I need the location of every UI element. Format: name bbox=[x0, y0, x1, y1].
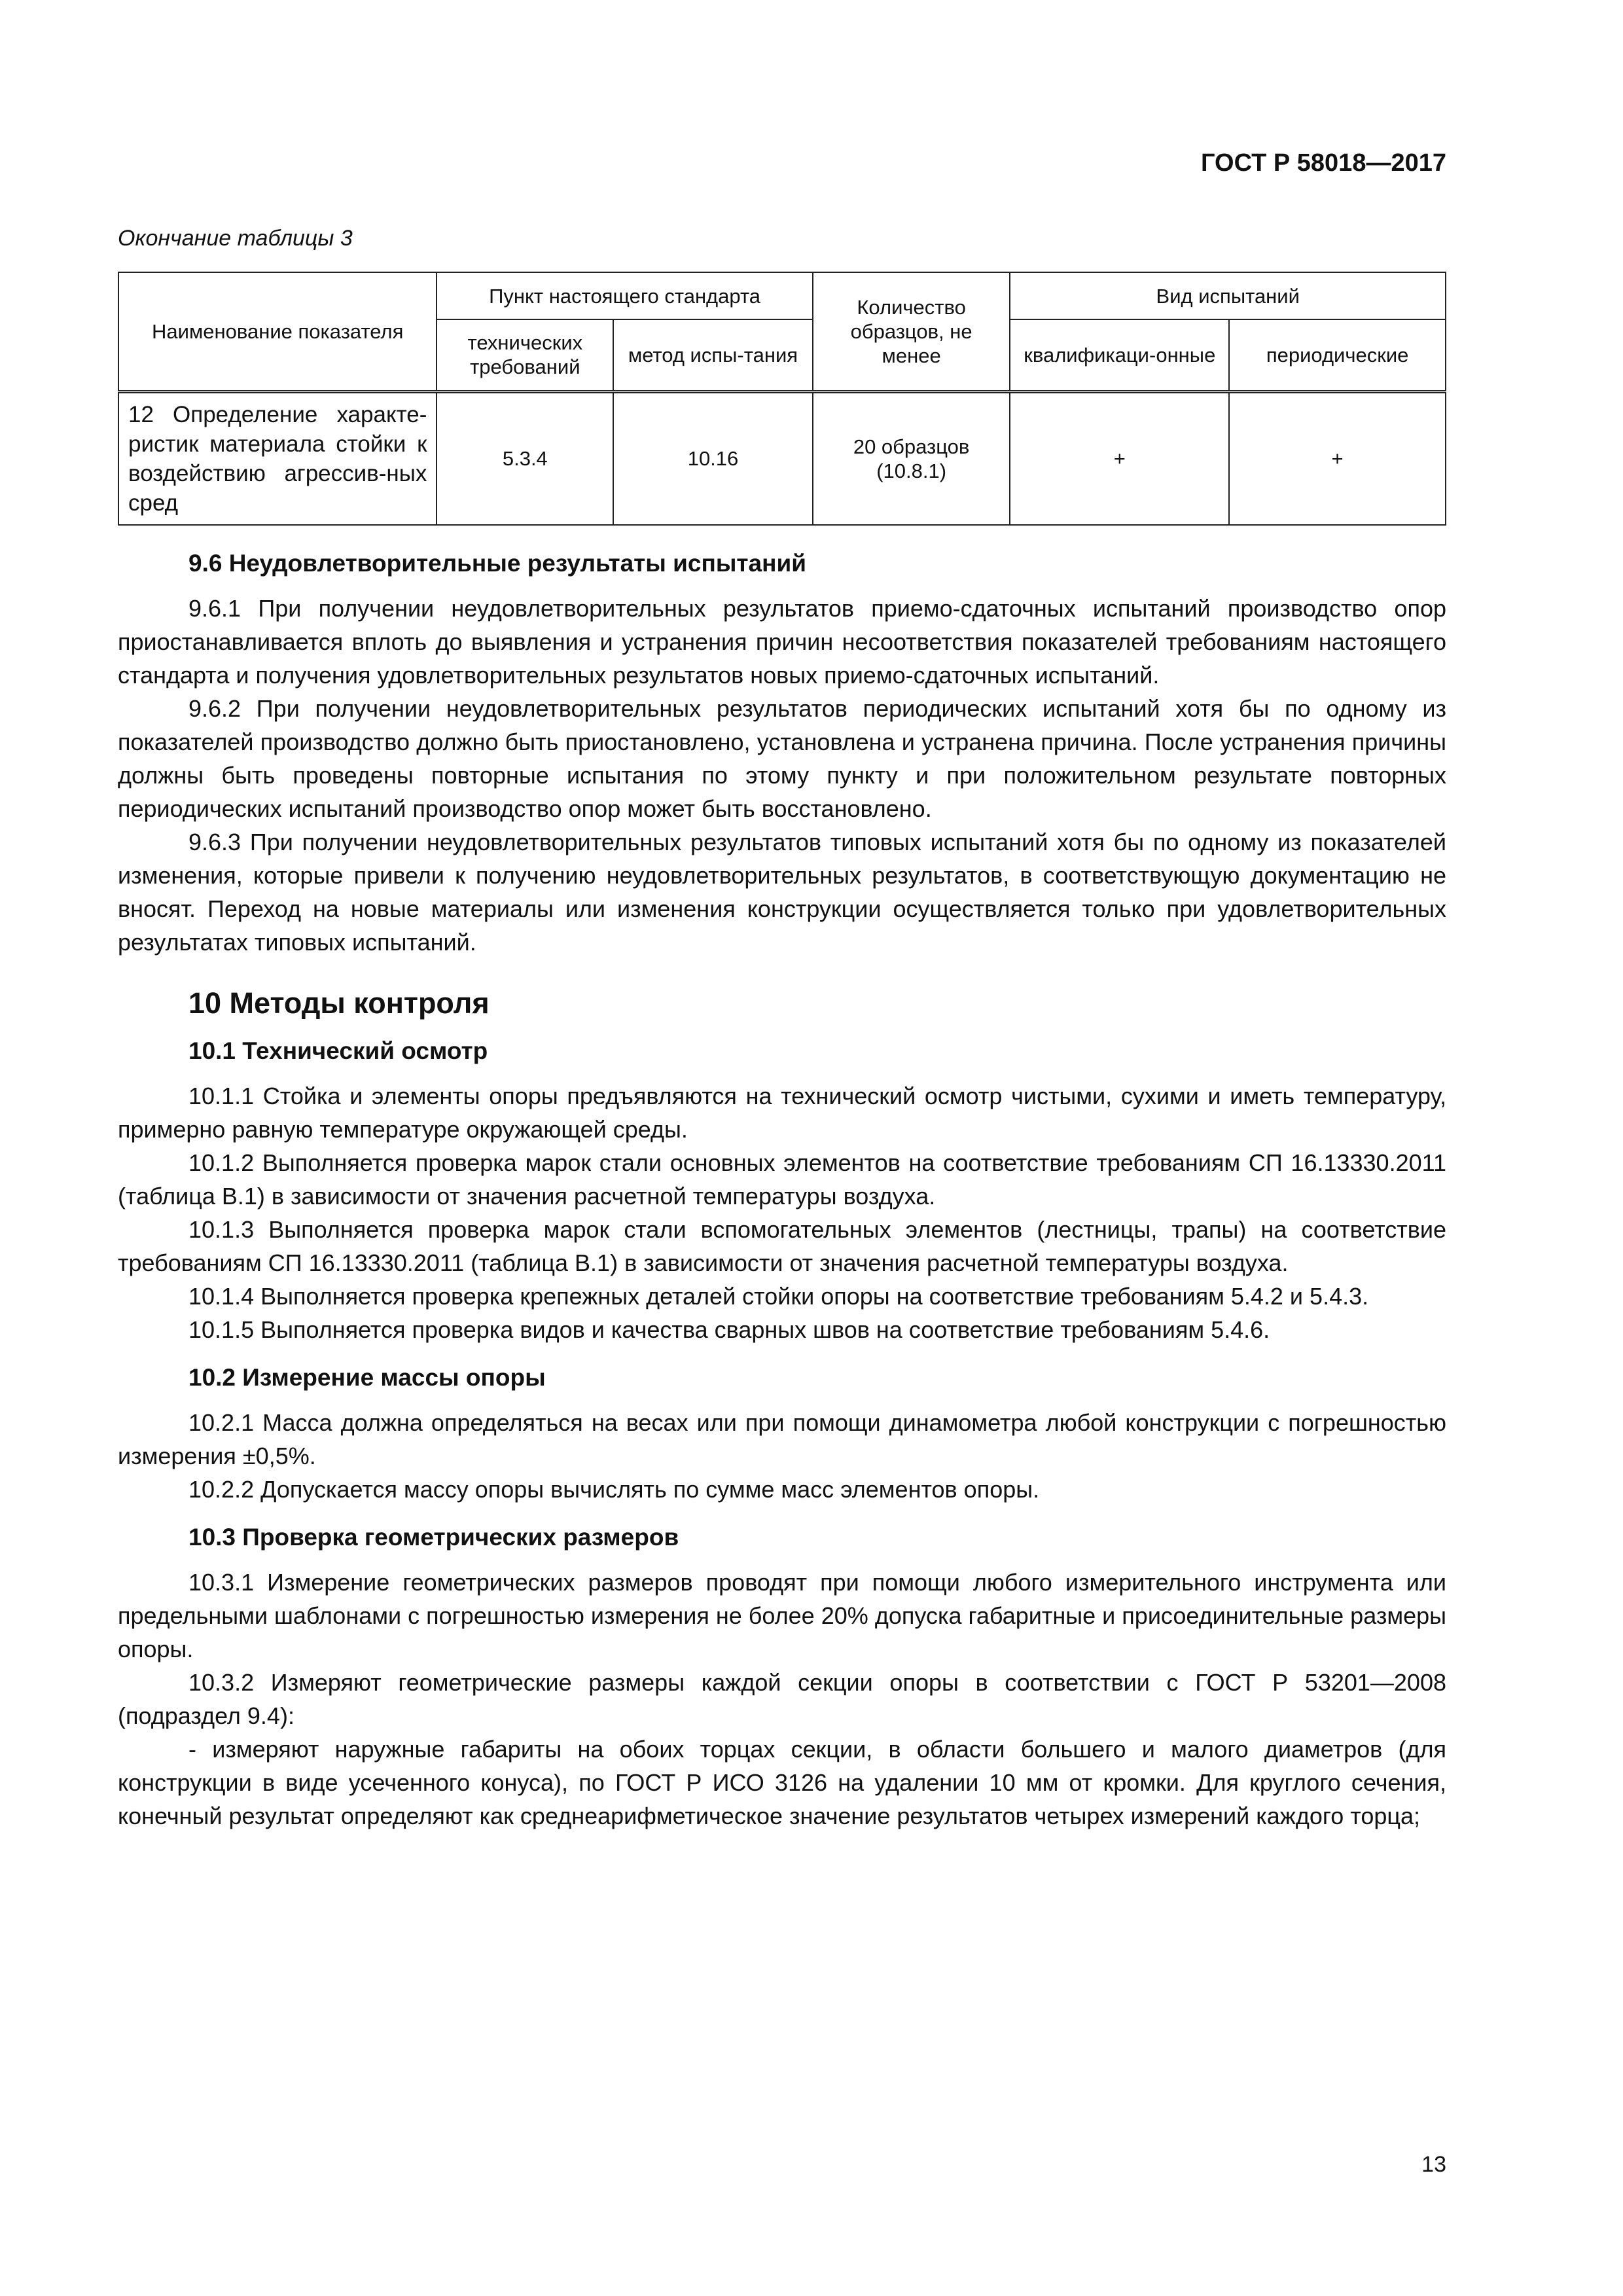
cell-tech: 5.3.4 bbox=[437, 391, 613, 525]
cell-periodic: + bbox=[1229, 391, 1446, 525]
section-title-10-1: 10.1 Технический осмотр bbox=[188, 1037, 488, 1064]
paragraph-10-2-2: 10.2.2 Допускается массу опоры вычислять по сумме масс элементов опоры. bbox=[188, 1476, 1040, 1503]
section-title-10-2: 10.2 Измерение массы опоры bbox=[188, 1364, 546, 1391]
header-count: Количество образцов, не менее bbox=[813, 272, 1010, 391]
page-number: 13 bbox=[1421, 2152, 1446, 2177]
paragraph-9-6-1: 9.6.1 При получении неудовлетворительных результатов приемо-сдаточных испытаний производство опор приостанавливается вплоть до выявления и устранения причин несоответствия показателей требованиям настоящего стандарта и получения удовлетворительных результатов новых приемо-сдаточных испытаний. bbox=[118, 595, 1446, 689]
table-caption: Окончание таблицы 3 bbox=[118, 226, 353, 251]
header-periodic: периодические bbox=[1229, 319, 1446, 391]
header-clause: Пункт настоящего стандарта bbox=[437, 272, 812, 319]
paragraph-10-1-4: 10.1.4 Выполняется проверка крепежных деталей стойки опоры на соответствие требованиям 5.4.2 и 5.4.3. bbox=[188, 1283, 1369, 1310]
paragraph-10-3-2-item: - измеряют наружные габариты на обоих торцах секции, в области большего и малого диаметров (для конструкции в виде усеченного конуса), по ГОСТ Р ИСО 3126 на удалении 10 мм от кромки. Для круглого сечения, конечный результат определяют как среднеарифметическое значение результатов четырех измерений каждого торца; bbox=[118, 1736, 1446, 1829]
header-name: Наименование показателя bbox=[118, 272, 437, 391]
paragraph-10-1-5: 10.1.5 Выполняется проверка видов и качества сварных швов на соответствие требованиям 5.4.6. bbox=[188, 1316, 1270, 1343]
section-title-10-3: 10.3 Проверка геометрических размеров bbox=[188, 1524, 679, 1551]
header-qualification: квалификаци-онные bbox=[1010, 319, 1229, 391]
paragraph-10-2-1: 10.2.1 Масса должна определяться на весах или при помощи динамометра любой конструкции с погрешностью измерения ±0,5%. bbox=[118, 1409, 1446, 1469]
body-text bbox=[118, 547, 1446, 1833]
paragraph-9-6-2: 9.6.2 При получении неудовлетворительных результатов периодических испытаний хотя бы по одному из показателей производство должно быть приостановлено, установлена и устранена причина. После устранения причины должны быть проведены повторные испытания по этому пункту и при положительном результате повторных периодических испытаний производство опор может быть восстановлено. bbox=[118, 695, 1446, 822]
paragraph-10-3-2: 10.3.2 Измеряют геометрические размеры каждой секции опоры в соответствии с ГОСТ Р 53201—2008 (подраздел 9.4): bbox=[118, 1669, 1446, 1729]
paragraph-10-1-3: 10.1.3 Выполняется проверка марок стали вспомогательных элементов (лестницы, трапы) на соответствие требованиям СП 16.13330.2011 (таблица В.1) в зависимости от значения расчетной температуры воздуха. bbox=[118, 1216, 1446, 1276]
header-tech: технических требований bbox=[437, 319, 613, 391]
paragraph-10-3-1: 10.3.1 Измерение геометрических размеров проводят при помощи любого измерительного инструмента или предельными шаблонами с погрешностью измерения не более 20% допуска габаритные и присоединительные размеры опоры. bbox=[118, 1569, 1446, 1662]
table-row bbox=[118, 391, 1446, 525]
cell-count: 20 образцов (10.8.1) bbox=[813, 391, 1010, 525]
header-method: метод испы-тания bbox=[613, 319, 813, 391]
cell-qualification: + bbox=[1010, 391, 1229, 525]
section-title-9-6: 9.6 Неудовлетворительные результаты испытаний bbox=[188, 550, 806, 577]
section-title-10: 10 Методы контроля bbox=[188, 986, 490, 1020]
header-test-type: Вид испытаний bbox=[1010, 272, 1446, 319]
paragraph-10-1-2: 10.1.2 Выполняется проверка марок стали основных элементов на соответствие требованиям СП 16.13330.2011 (таблица В.1) в зависимости от значения расчетной температуры воздуха. bbox=[118, 1149, 1446, 1210]
paragraph-9-6-3: 9.6.3 При получении неудовлетворительных результатов типовых испытаний хотя бы по одному из показателей изменения, которые привели к получению неудовлетворительных результатов, в соответствующую документацию не вносят. Переход на новые материалы или изменения конструкции осуществляется только при удовлетворительных результатах типовых испытаний. bbox=[118, 829, 1446, 956]
cell-method: 10.16 bbox=[613, 391, 813, 525]
standard-code: ГОСТ Р 58018—2017 bbox=[1201, 149, 1446, 177]
paragraph-10-1-1: 10.1.1 Стойка и элементы опоры предъявляются на технический осмотр чистыми, сухими и иметь температуру, примерно равную температуре окружающей среды. bbox=[118, 1083, 1446, 1143]
test-table bbox=[118, 272, 1446, 526]
cell-name: 12 Определение характе-ристик материала стойки к воздействию агрессив-ных сред bbox=[118, 391, 437, 525]
